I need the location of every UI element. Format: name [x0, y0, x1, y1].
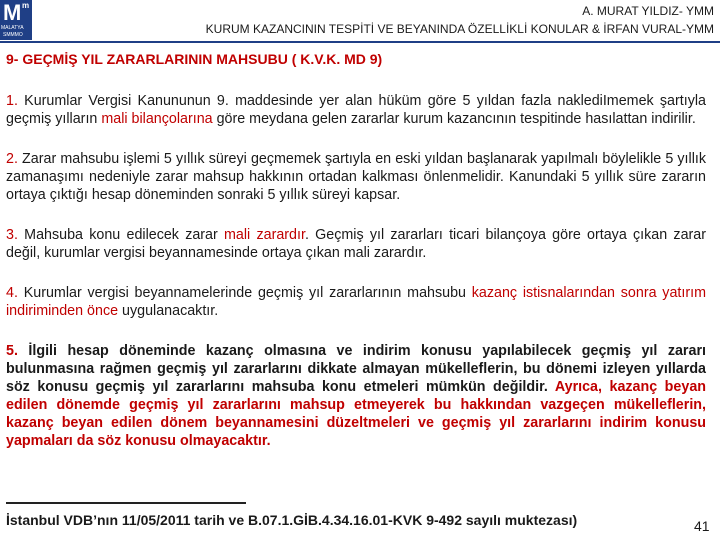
header-divider: [0, 41, 720, 43]
paragraph-number: 4.: [6, 285, 18, 301]
paragraph-number: 5.: [6, 343, 18, 359]
highlight-text: kazanç istisnalarından sonra yatırım indiriminden önce: [6, 285, 706, 319]
paragraph-text: uygulanacaktır.: [118, 303, 219, 319]
highlight-text: mali bilançolarına: [101, 111, 213, 127]
paragraph-3: [6, 226, 706, 262]
paragraph-text: Kurumlar Vergisi Kanununun 9. maddesinde yer alan hüküm göre 5 yıldan fazla naklediImemek şartıyla geçmiş yılların: [6, 93, 706, 127]
paragraph-text: . Geçmiş yıl zararları ticari bilançoya göre ortaya çıkan zarar değil, kurumlar vergisi beyannamesinde ortaya çıkan mali zarardır.: [6, 227, 707, 261]
paragraph-text: Zarar mahsubu işlemi 5 yıllık süreyi geçmemek şartıyla en eski yıldan başlanarak yapılmalı böylelikle 5 yıllık zamanaşımı nedeniyle zarar mahsup hakkının ortadan kalkması önlenmelidir. Kanundaki 5 yıllık süre zararın ortaya çıktığı hesap döneminden sonraki 5 yıllık süreyi kapsar.: [6, 151, 706, 203]
highlight-text: mali zarardır: [224, 227, 305, 243]
paragraph-text: Mahsuba konu edilecek zarar: [17, 227, 225, 243]
slide-title: 9- GEÇMİŞ YIL ZARARLARININ MAHSUBU ( K.V.K. MD 9): [6, 51, 383, 67]
paragraph-text: göre meydana gelen zararlar kurum kazancının tespitinde hasılattan indirilir.: [212, 111, 696, 127]
paragraph-text: Kurumlar vergisi beyannamelerinde geçmiş yıl zararlarının mahsubu: [17, 285, 472, 301]
logo: [0, 0, 32, 40]
logo-superscript: m: [22, 1, 30, 10]
paragraph-number: 1.: [6, 93, 18, 109]
footnote-divider: [6, 502, 246, 504]
paragraph-1: [6, 92, 706, 128]
paragraph-5: [6, 342, 706, 450]
header-subtitle: KURUM KAZANCININ TESPİTİ VE BEYANINDA ÖZELLİKLİ KONULAR & İRFAN VURAL-YMM: [205, 22, 714, 36]
slide-content: [6, 92, 706, 472]
paragraph-text: İlgili hesap döneminde kazanç olmasına ve indirim konusu yapılabilecek geçmiş yıl zararı bulunmasına rağmen geçmiş yıl zararlarını dikkate almayan mükelleflerin, bu dönemi izleyen yıllarda söz konusu geçmiş yıl zararlarını mahsuba konu etmeleri mümkün değildir.: [6, 343, 706, 395]
paragraph-2: [6, 150, 706, 204]
header-author: A. MURAT YILDIZ- YMM: [582, 4, 714, 18]
footnote: İstanbul VDB’nın 11/05/2011 tarih ve B.07.1.GİB.4.34.16.01-KVK 9-492 sayılı muktezası): [6, 512, 578, 528]
paragraph-number: 2.: [6, 151, 18, 167]
paragraph-number: 3.: [6, 227, 18, 243]
logo-text-line1: MALATYA: [1, 25, 24, 31]
logo-letter: M: [3, 0, 22, 25]
page-number: 41: [694, 518, 710, 534]
logo-text-line2: SMMMO: [3, 32, 23, 38]
highlight-text: Ayrıca, kazanç beyan edilen dönemde geçmiş yıl zararlarını mahsup etmeyerek bu hakkından vazgeçen mükelleflerin, kazanç beyan edilen dönem beyannamesini düzeltmeleri ve geçmiş yıl zararlarını indirim konusu yapmaları da söz konusu olmayacaktır.: [6, 379, 706, 449]
paragraph-4: [6, 284, 706, 320]
